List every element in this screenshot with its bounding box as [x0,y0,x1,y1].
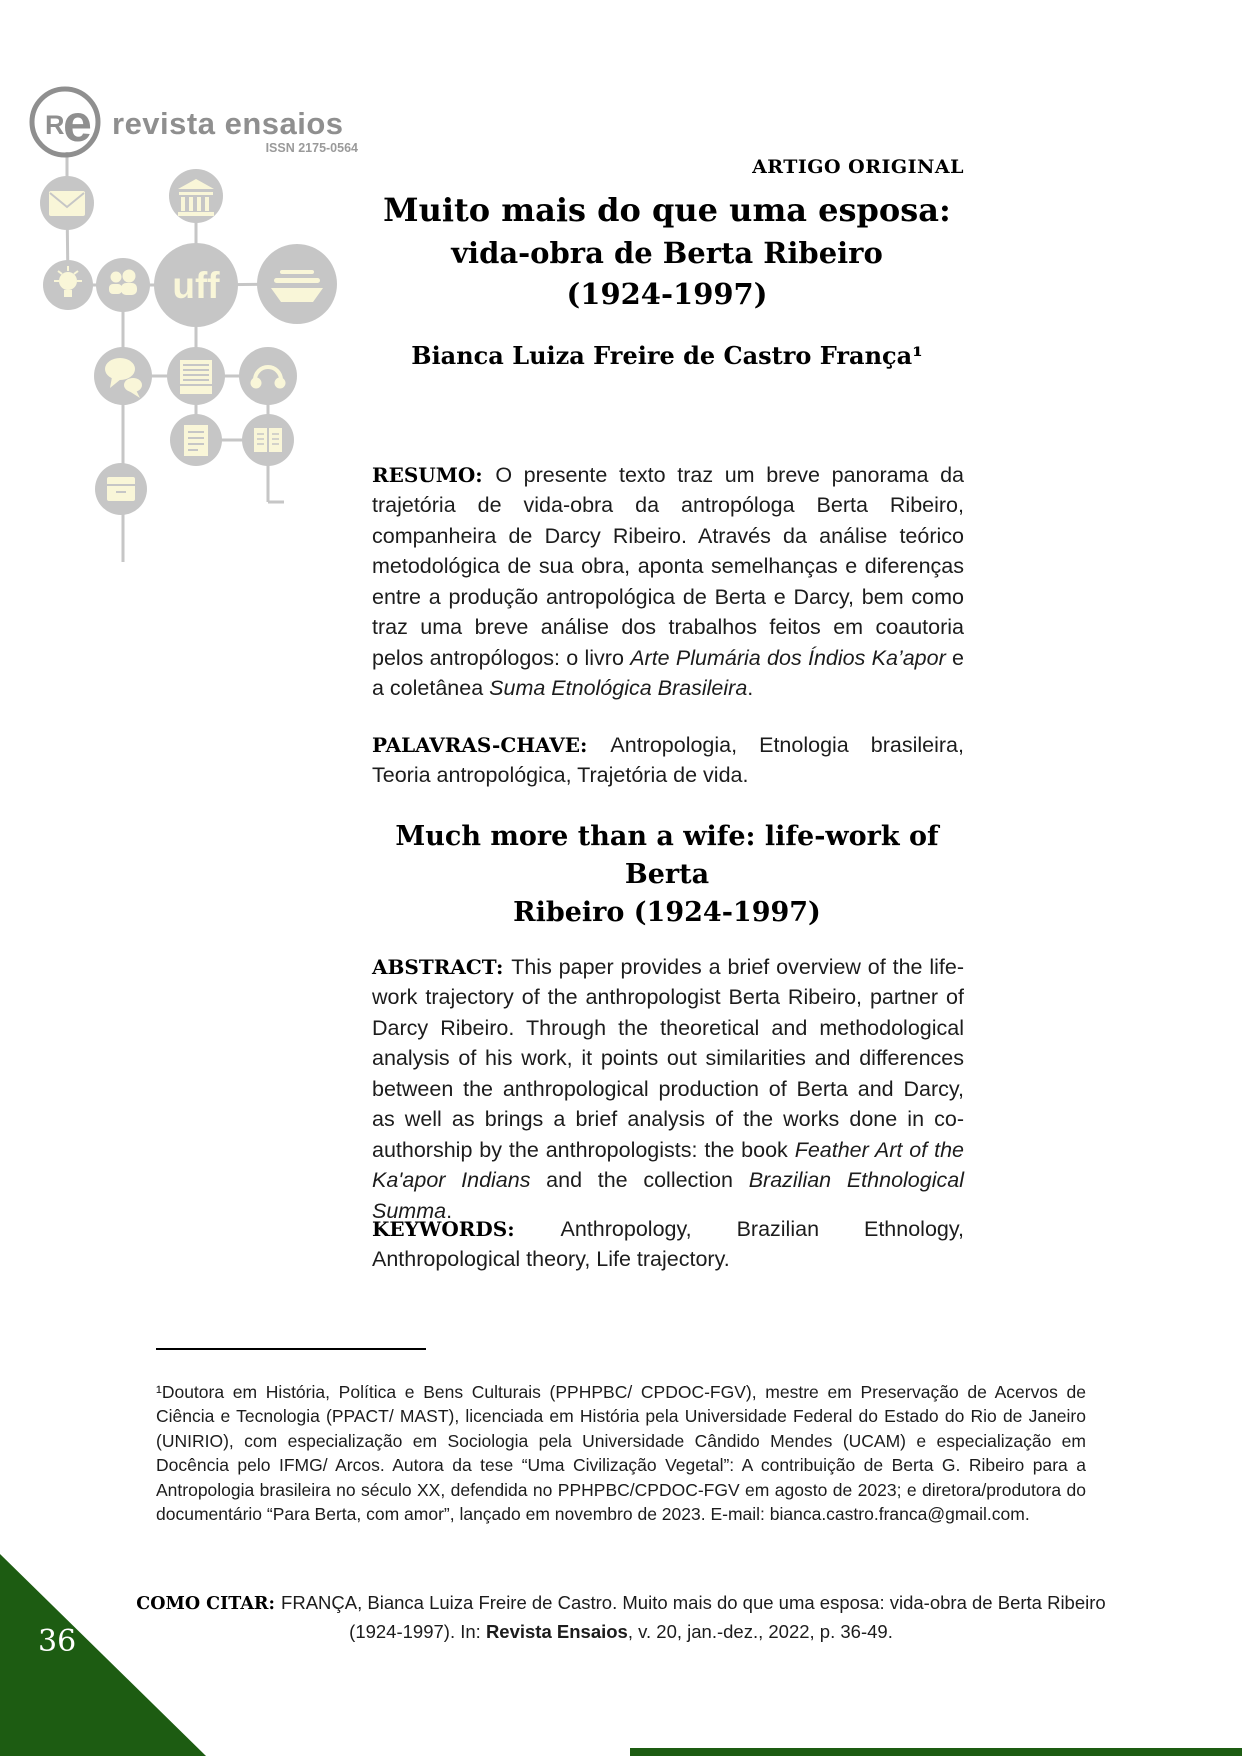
document-icon [170,414,222,466]
title-en-line1: Much more than a wife: life-work of Berta [395,821,939,890]
journal-issn: ISSN 2175-0564 [265,141,358,155]
author-footnote: ¹Doutora em História, Política e Bens Culturais (PPHPBC/ CPDOC-FGV), mestre em Preservação de Acervos de Ciência e Tecnologia (PPACT/ MAST), licenciada em História pela Universidade Federal do Estado do Rio de Janeiro (UNIRIO), com especialização em Sociologia pela Universidade Cândido Mendes (UCAM) e especialização em Docência pelo IFMG/ Arcos. Autora da tese “Uma Civilização Vegetal”: A contribuição de Berta G. Ribeiro para a Antropologia brasileira no século XX, defendida no PPHPBC/CPDOC-FGV em agosto de 2023; e diretora/produtora do documentário “Para Berta, com amor”, lançado em novembro de 2023. E-mail: bianca.castro.franca@gmail.com. [156,1381,1086,1524]
monogram-r: R [45,110,65,140]
paper-stack-icon [167,347,225,405]
footer-accent-strip [630,1748,1242,1756]
palavras-chave-paragraph: PALAVRAS-CHAVE: Antropologia, Etnologia brasileira, Teoria antropológica, Trajetória de vida. [372,732,964,787]
journal-name: revista ensaios [112,106,344,141]
title-pt-line2: vida-obra de Berta Ribeiro [451,236,883,270]
open-book-icon [242,414,294,466]
uff-label: uff [172,265,220,306]
headphones-icon [239,347,297,405]
how-to-cite: COMO CITAR: FRANÇA, Bianca Luiza Freire de Castro. Muito mais do que uma esposa: vida-obra de Berta Ribeiro (1924-1997). In: Revista Ensaios, v. 20, jan.-dez., 2022, p. 36-49. [136,1591,1106,1642]
envelope-icon [40,176,94,230]
card-file-icon [95,463,147,515]
page-number: 36 [38,1624,77,1659]
speech-bubbles-icon [94,347,152,405]
monogram-e: e [63,95,92,153]
title-pt-line3: (1924-1997) [566,277,768,311]
article-title-pt [362,188,972,315]
uff-badge-icon [154,243,238,327]
keywords-paragraph: KEYWORDS: Anthropology, Brazilian Ethnology, Anthropological theory, Life trajectory. [372,1216,964,1271]
re-monogram-icon [32,89,98,155]
resumo-paragraph: RESUMO: O presente texto traz um breve panorama da trajetória de vida-obra da antropóloga Berta Ribeiro, companheira de Darcy Ribeiro. Através da análise teórico metodológica de sua obra, aponta semelhanças e diferenças entre a produção antropológica de Berta e Darcy, bem como traz uma breve análise dos trabalhos feitos em coautoria pelos antropólogos: o livro Arte Plumária dos Índios Ka’apor e a coletânea Suma Etnológica Brasileira. [372,462,964,700]
bank-icon [169,169,223,223]
title-en-line2: Ribeiro (1924-1997) [513,897,821,928]
article-title-en [362,818,972,932]
ferry-icon [257,244,337,324]
footnote-divider [156,1348,426,1350]
people-group-icon [96,258,150,312]
lightbulb-icon [43,260,93,310]
author-name: Bianca Luiza Freire de Castro França¹ [411,341,923,370]
watermark-network [28,152,350,572]
title-pt-line1: Muito mais do que uma esposa: [383,191,951,229]
abstract-paragraph: ABSTRACT: This paper provides a brief overview of the life-work trajectory of the anthropologist Berta Ribeiro, partner of Darcy Ribeiro. Through the theoretical and methodological analysis of his work, it points out similarities and differences between the anthropological production of Berta and Darcy, as well as brings a brief analysis of the works done in co-authorship by the anthropologists: the book Feather Art of the Ka'apor Indians and the collection Brazilian Ethnological Summa. [372,954,964,1223]
article-type-label: ARTIGO ORIGINAL [752,156,964,178]
corner-accent-triangle [0,1554,206,1756]
